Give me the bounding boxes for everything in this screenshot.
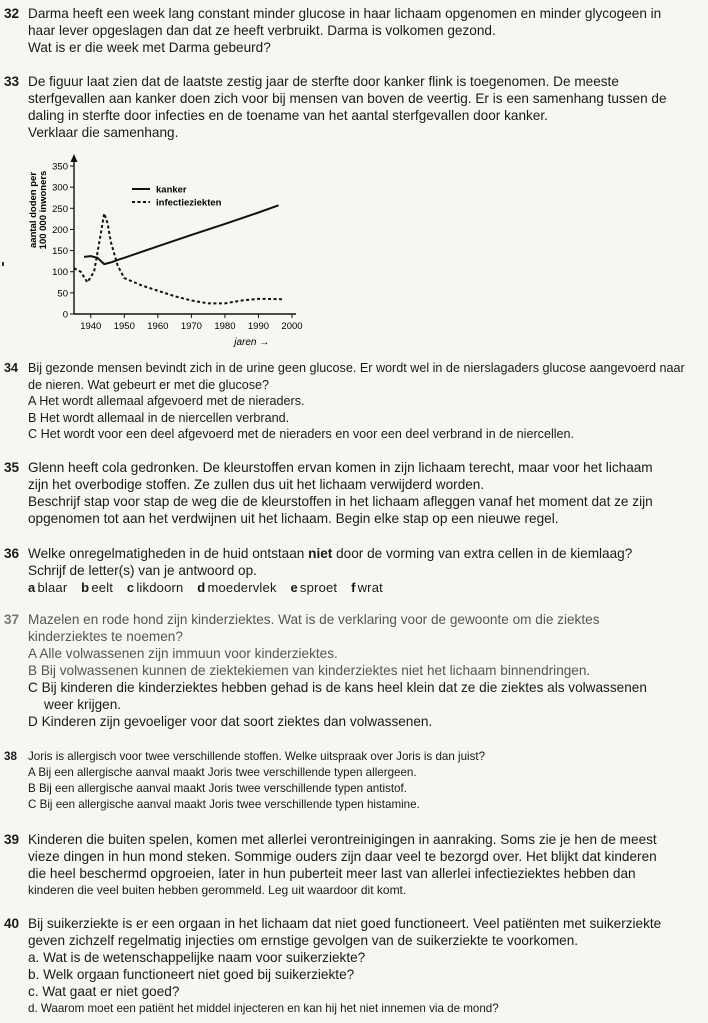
x-tick-label: 1940 [80,321,102,332]
question-text-line: De figuur laat zien dat de laatste zestig jaar de sterfte door kanker flink is toegenomen. De meeste [28,74,619,89]
x-tick-label: 1970 [180,321,202,332]
answer-option-a: A Het wordt allemaal afgevoerd met de nieraders. [28,394,305,408]
x-axis-label: jaren → [234,337,270,348]
question-text-line: de nieren. Wat gebeurt er met die glucose? [28,377,270,392]
choice-word: blaar [37,580,68,595]
answer-option-c-continued: weer krijgen. [44,697,122,712]
answer-option-b: B Bij volwassenen kunnen de ziektekiemen van kinderziektes niet het lichaam binnendringen. [28,663,591,678]
question-text-line: daling in sterfte door infecties en de toename van het aantal sterfgevallen door kanker. [28,108,548,123]
question-text-line: die heel beschermd opgroeien, later in hun puberteit meer last van allerlei infectieziektes hebben dan [28,866,636,881]
choice-letter: d [197,580,206,595]
choice-word: moedervlek [207,580,277,595]
choice-letter: f [351,580,356,595]
question-text-line: Wat is er die week met Darma gebeurd? [28,40,271,55]
question-40 [4,915,700,1017]
question-text-line: Verklaar die samenhang. [28,125,179,140]
question-number: 33 [4,74,20,89]
answer-option-c: C Bij een allergische aanval maakt Joris twee verschillende typen histamine. [28,798,420,811]
answer-option-a: A Bij een allergische aanval maakt Joris twee verschillende typen allergeen. [28,766,417,779]
question-text-line: Schrijf de letter(s) van je antwoord op. [28,563,257,578]
question-text-line [28,545,700,562]
y-tick-label: 250 [52,203,68,215]
y-tick-label: 50 [57,288,68,300]
emphasis-text: niet [308,546,333,561]
question-36 [4,545,700,596]
question-text-line: opgenomen tot aan het verdwijnen uit het lichaam. Begin elke stap op een nieuwe regel. [28,511,559,526]
sub-question-a: a. Wat is de wetenschappelijke naam voor suikerziekte? [28,950,366,965]
question-text: Welke onregelmatigheden in de huid ontstaan [28,546,309,561]
choice-list [28,579,700,596]
x-tick-label: 2000 [281,321,303,332]
choice-letter: a [28,580,36,595]
choice-letter: c [126,580,135,595]
question-text-line: Bij gezonde mensen bevindt zich in de urine geen glucose. Er wordt wel in de nierslagaders glucose aangevoerd naar [28,361,685,375]
answer-option-c: C Bij kinderen die kinderziektes hebben gehad is de kans heel klein dat ze die ziektes als volwassenen [28,680,647,695]
answer-option-b: B Het wordt allemaal in de niercellen verbrand. [28,410,290,425]
mortality-line-chart [22,152,322,352]
question-text-line: zijn het overbodige stoffen. Ze zullen dus uit het lichaam verwijderd worden. [28,477,485,492]
answer-option-c: C Het wordt voor een deel afgevoerd met de nieraders en voor een deel verbrand in de niercellen. [28,427,575,441]
y-axis-arrow [71,154,78,162]
question-number: 35 [4,460,20,475]
question-35 [4,459,700,527]
question-text-line: kinderen die veel buiten hebben gerommeld. Leg uit waardoor dit komt. [28,883,407,897]
legend-label-kanker: kanker [156,184,187,196]
y-tick-label: 0 [62,309,68,321]
question-text-line: Glenn heeft cola gedronken. De kleurstoffen ervan komen in zijn lichaam terecht, maar voor het lichaam [28,460,653,475]
question-number: 39 [4,832,20,847]
question-34 [4,360,700,443]
question-text-line: Joris is allergisch voor twee verschillende stoffen. Welke uitspraak over Joris is dan juist? [28,750,486,763]
question-39 [4,831,700,899]
question-text-line: Darma heeft een week lang constant minder glucose in haar lichaam opgenomen en minder glycogeen in [28,6,662,21]
question-text: door de vorming van extra cellen in de kiemlaag? [332,546,633,561]
choice-letter: b [81,580,90,595]
legend-label-infectieziekten: infectieziekten [156,197,222,209]
y-tick-label: 200 [52,224,68,236]
question-text-line: Beschrijf stap voor stap de weg die de kleurstoffen in het lichaam afleggen vanaf het moment dat ze zijn [28,494,653,509]
question-number: 40 [4,916,20,931]
y-tick-label: 100 [52,267,68,279]
answer-option-d: D Kinderen zijn gevoeliger voor dat soort ziektes dan volwassenen. [28,714,433,729]
question-37 [4,611,700,730]
question-32 [4,5,700,56]
question-text-line: Kinderen die buiten spelen, komen met allerlei verontreinigingen in aanraking. Soms zie je hen de meest [28,832,657,847]
question-number: 38 [4,750,17,763]
choice-word: eelt [91,580,114,595]
answer-option-b: B Bij een allergische aanval maakt Joris twee verschillende typen antistof. [28,782,407,795]
y-tick-label: 150 [52,246,68,258]
question-number: 37 [4,612,20,627]
series-line-infectieziekten [74,213,282,303]
question-text-line: geven zichzelf regelmatig injecties om ernstige gevolgen van de suikerziekte te voorkomen. [28,933,579,948]
question-text-line: kinderziektes te noemen? [28,629,183,644]
question-text-line: Mazelen en rode hond zijn kinderziektes. Wat is de verklaring voor de gewoonte om die ziektes [28,612,600,627]
series-line-kanker [84,205,279,264]
question-number: 36 [4,546,20,561]
question-text-line: vieze dingen in hun mond steken. Sommige ouders zijn daar veel te bezorgd over. Het blijkt dat kinderen [28,849,657,864]
x-tick-label: 1950 [113,321,135,332]
question-38 [4,749,700,813]
x-tick-label: 1980 [214,321,236,332]
question-number: 32 [4,6,20,21]
x-tick-label: 1960 [147,321,169,332]
question-text-line: sterfgevallen aan kanker doen zich voor bij mensen van boven de veertig. Er is een samenhang tussen de [28,91,667,106]
answer-option-a: A Alle volwassenen zijn immuun voor kinderziektes. [28,646,338,661]
sub-question-c: c. Wat gaat er niet goed? [28,984,180,999]
choice-word: sproet [299,580,338,595]
choice-letter: e [290,580,298,595]
question-text-line: haar lever opgeslagen dan dat ze heeft verbruikt. Darma is volkomen gezond. [28,23,496,38]
choice-word: wrat [357,580,383,595]
sub-question-b: b. Welk orgaan functioneert niet goed bij suikerziekte? [28,967,355,982]
y-axis-label: aantal doden per100 000 inwoners [28,170,49,250]
question-number: 34 [4,361,19,375]
question-text-line: Bij suikerziekte is er een orgaan in het lichaam dat niet goed functioneert. Veel patiënten met suikerziekte [28,916,662,931]
choice-word: likdoorn [136,580,184,595]
scan-artifact [2,262,4,266]
sub-question-d: d. Waarom moet een patiënt het middel injecteren en kan hij het niet innemen via de mond? [28,1002,499,1015]
y-tick-label: 300 [52,182,68,194]
y-tick-label: 350 [52,161,68,173]
x-tick-label: 1990 [247,321,270,332]
question-33 [4,73,700,141]
